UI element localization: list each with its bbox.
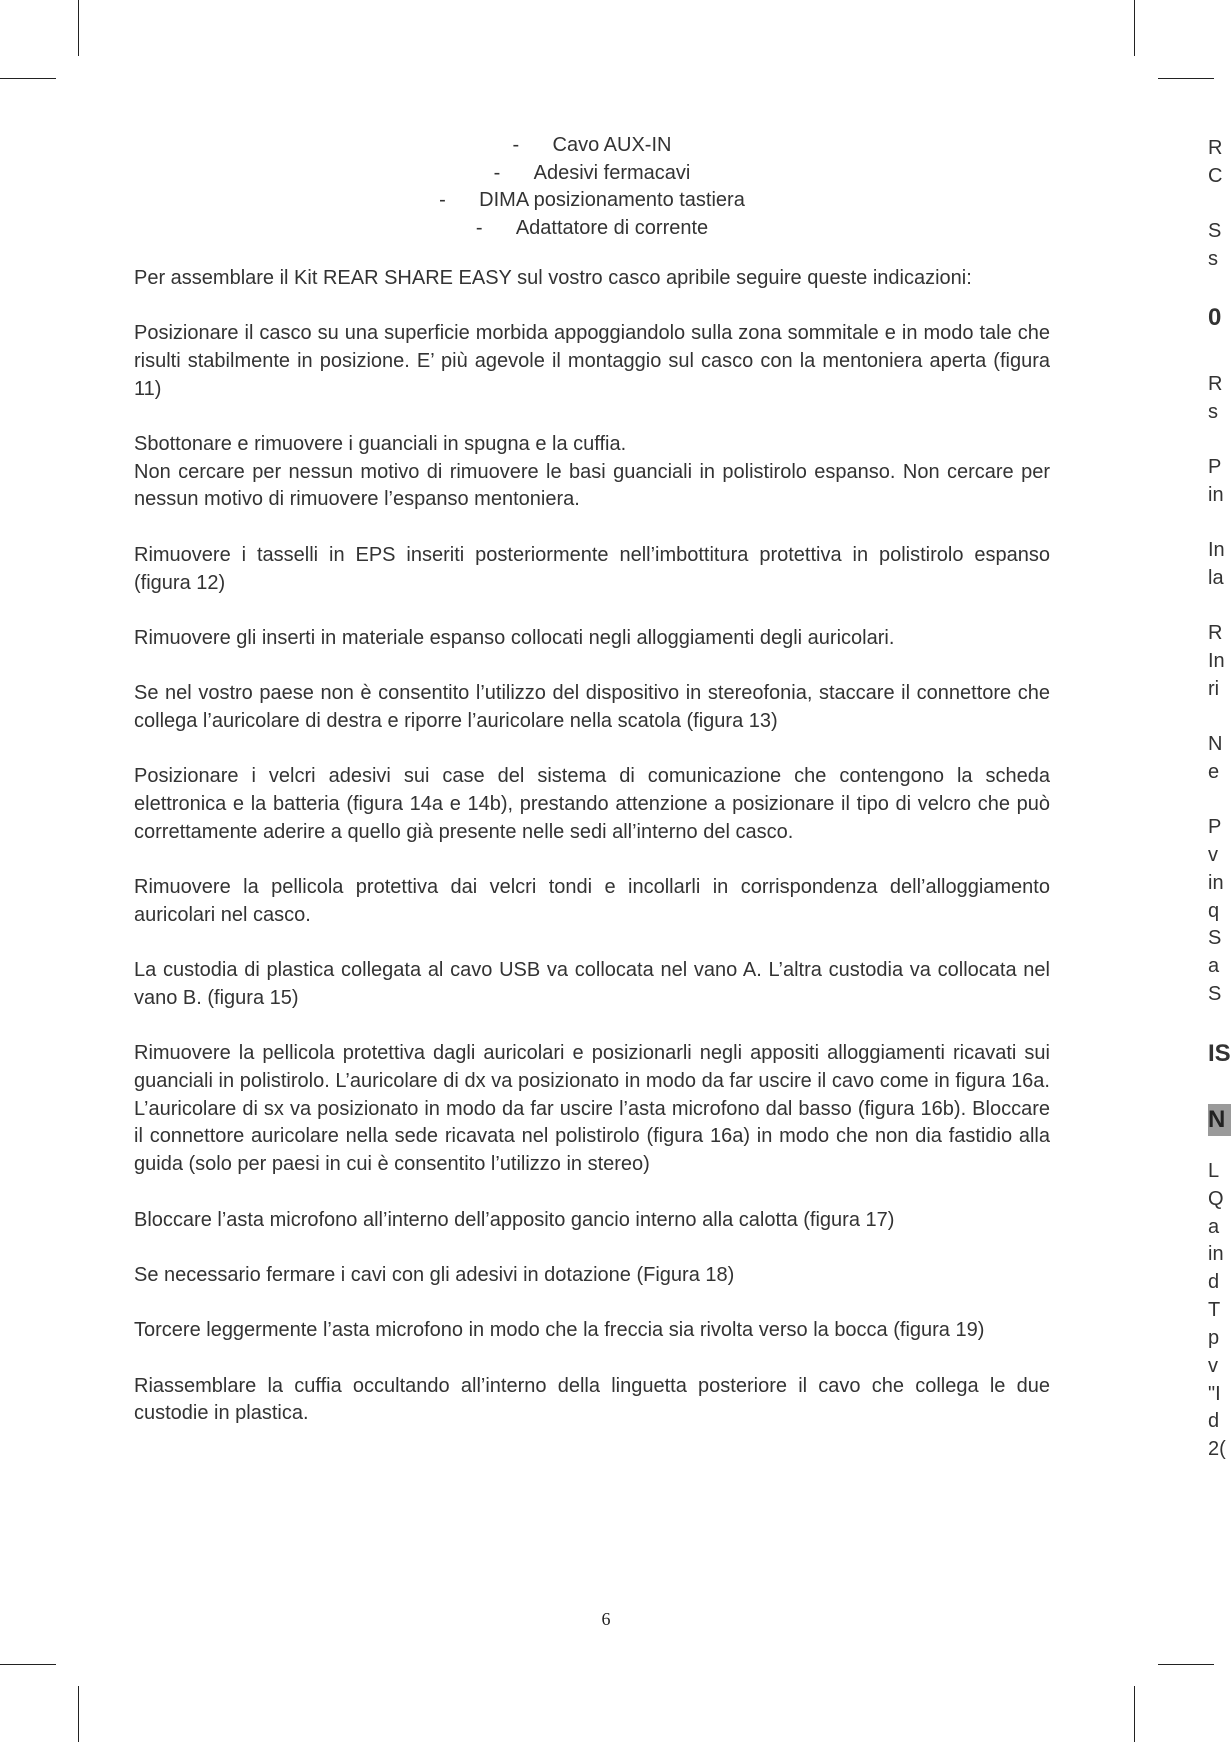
contents-list xyxy=(134,132,1050,243)
crop-mark xyxy=(1134,0,1135,56)
list-item: - Cavo AUX-IN xyxy=(512,134,672,156)
paragraph: Se necessario fermare i cavi con gli adesivi in dotazione (Figura 18) xyxy=(134,1263,735,1286)
paragraph: Bloccare l’asta microfono all’interno dell’apposito gancio interno alla calotta (figura 17) xyxy=(134,1208,895,1231)
paragraph: Rimuovere gli inserti in materiale espanso collocati negli alloggiamenti degli auricolari. xyxy=(134,626,895,649)
crop-mark xyxy=(1134,1686,1135,1742)
paragraph: Posizionare i velcri adesivi sui case del sistema di comunicazione che contengono la scheda elettronica e la batteria (figura 14a e 14b), prestando attenzione a posizionare il tipo di velcro che può correttamente aderire a quello già presente nelle sedi all’interno del casco. xyxy=(134,765,1050,843)
crop-mark xyxy=(78,0,79,56)
page-body xyxy=(134,132,1050,1456)
list-item: - Adesivi fermacavi xyxy=(493,161,691,184)
adjacent-page-fragment: R C S s 0 R s P in In la R In ri N e P v in q S a S IS N L Q a in d T p v "I d 2( xyxy=(1208,137,1231,1460)
paragraph: Sbottonare e rimuovere i guanciali in spugna e la cuffia. Non cercare per nessun motivo di rimuovere le basi guanciali in polistirolo espanso. Non cercare per nessun motivo di rimuovere l’espanso mentoniera. xyxy=(134,433,1050,511)
paragraph: Se nel vostro paese non è consentito l’utilizzo del dispositivo in stereofonia, staccare il connettore che collega l’auricolare di destra e riporre l’auricolare nella scatola (figura 13) xyxy=(134,682,1050,732)
paragraph: Posizionare il casco su una superficie morbida appoggiandolo sulla zona sommitale e in modo tale che risulti stabilmente in posizione. E’ più agevole il montaggio sul casco con la mentoniera aperta (figura 11) xyxy=(134,322,1050,400)
crop-mark xyxy=(1158,78,1214,79)
crop-mark xyxy=(1158,1664,1214,1665)
page-number: 6 xyxy=(601,1609,611,1629)
list-item: - Adattatore di corrente xyxy=(475,217,709,240)
crop-mark xyxy=(78,1686,79,1742)
paragraph: Rimuovere i tasselli in EPS inseriti posteriormente nell’imbottitura protettiva in polistirolo espanso (figura 12) xyxy=(134,543,1050,594)
paragraph: Per assemblare il Kit REAR SHARE EASY sul vostro casco apribile seguire queste indicazioni: xyxy=(134,266,972,289)
crop-mark xyxy=(0,78,56,79)
paragraph: Rimuovere la pellicola protettiva dagli auricolari e posizionarli negli appositi alloggiamenti ricavati sui guanciali in polistirolo. L’auricolare di dx va posizionato in modo da far uscire il cavo come in figura 16a. L’auricolare di sx va posizionato in modo da far uscire l’asta microfono dal basso (figura 16b). Bloccare il connettore auricolare nella sede ricavata nel polistirolo (figura 16a) in modo che non dia fastidio alla guida (solo per paesi in cui è consentito l’utilizzo in stereo) xyxy=(134,1042,1050,1176)
crop-mark xyxy=(0,1664,56,1665)
paragraph: Rimuovere la pellicola protettiva dai velcri tondi e incollarli in corrispondenza dell’alloggiamento auricolari nel casco. xyxy=(134,876,1050,926)
paragraph: Riassemblare la cuffia occultando all’interno della linguetta posteriore il cavo che collega le due custodie in plastica. xyxy=(134,1374,1050,1425)
paragraph: Torcere leggermente l’asta microfono in modo che la freccia sia rivolta verso la bocca (figura 19) xyxy=(134,1319,985,1342)
list-item: - DIMA posizionamento tastiera xyxy=(439,189,745,212)
paragraph: La custodia di plastica collegata al cavo USB va collocata nel vano A. L’altra custodia va collocata nel vano B. (figura 15) xyxy=(134,959,1050,1009)
